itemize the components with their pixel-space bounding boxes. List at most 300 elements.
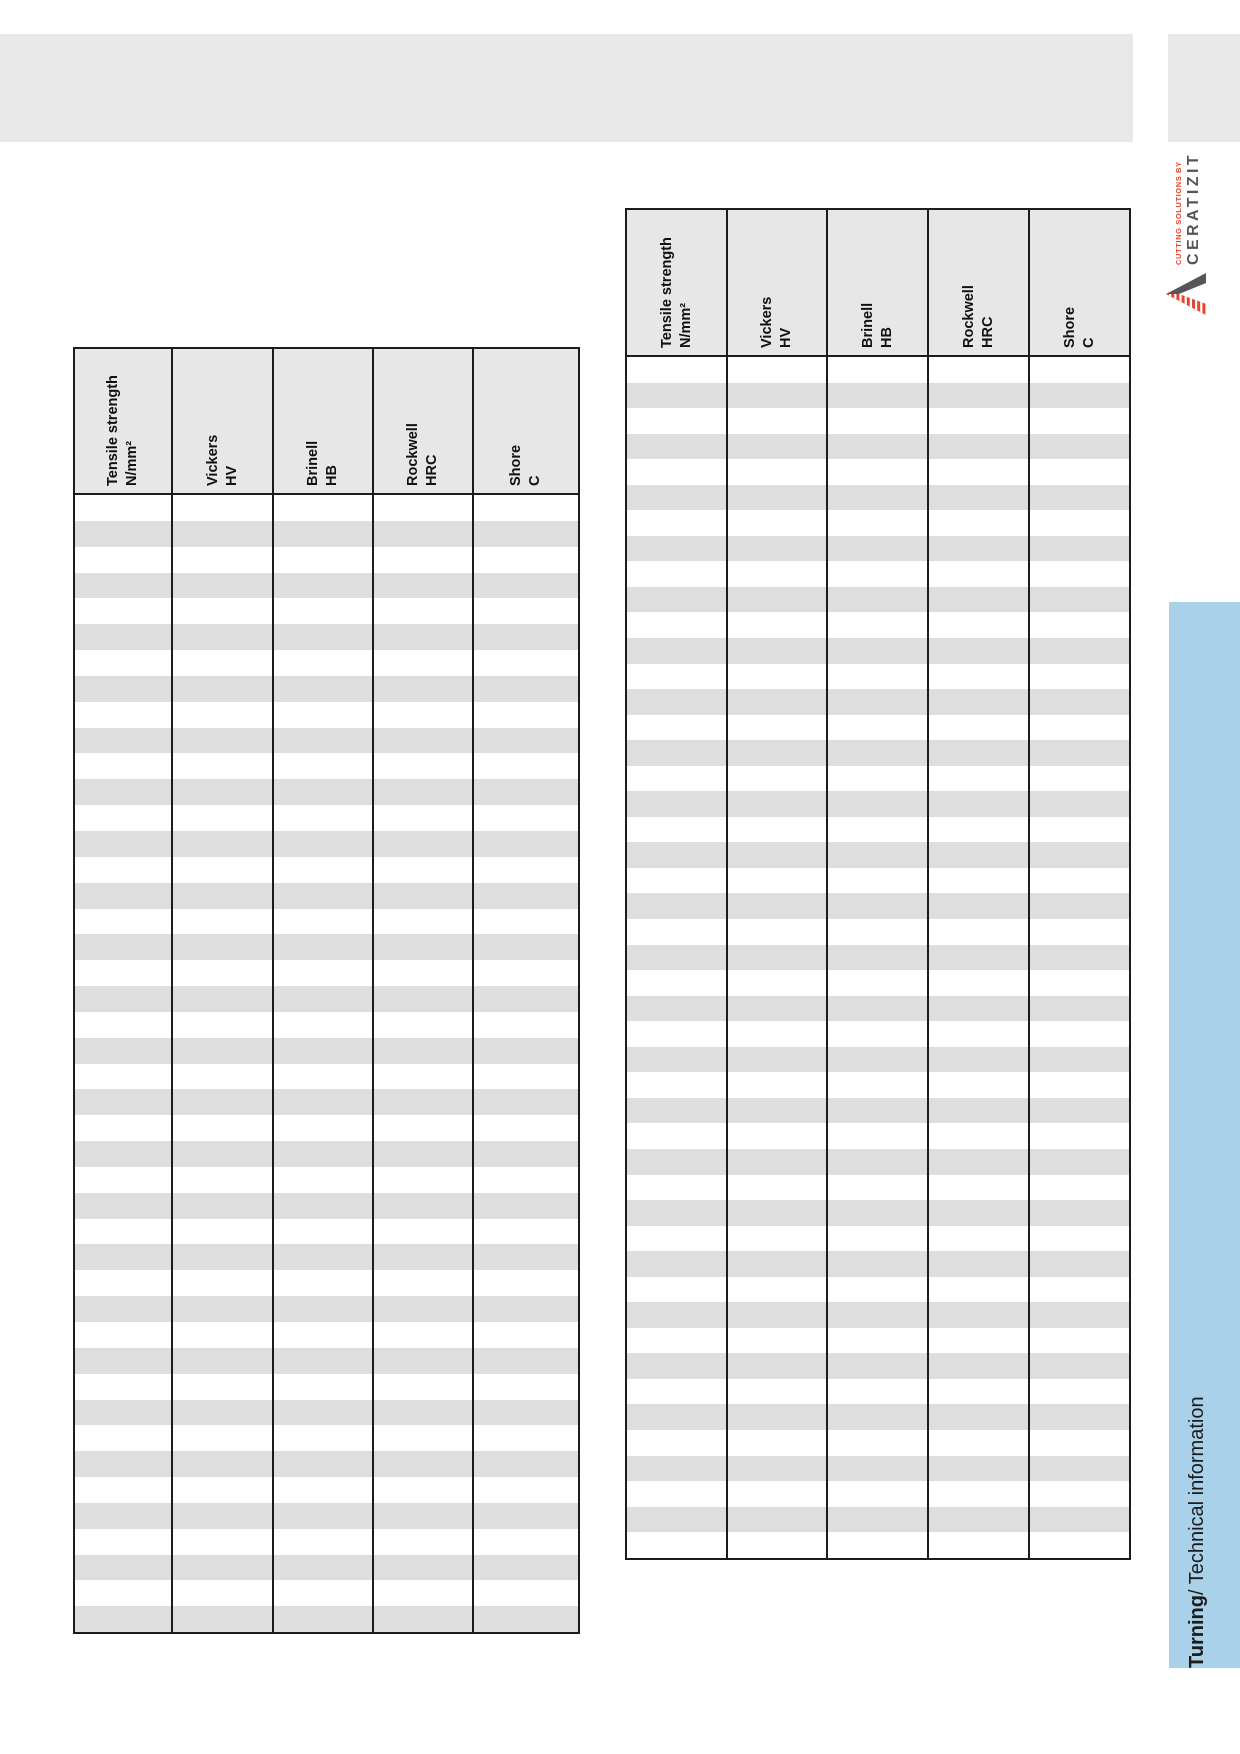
table-row — [627, 919, 1129, 945]
table-header-cell — [726, 210, 826, 355]
table-row — [627, 1379, 1129, 1405]
table-cell — [75, 753, 171, 779]
table-cell — [726, 1456, 826, 1482]
table-cell — [927, 1456, 1028, 1482]
ceratizit-logo — [1160, 140, 1216, 316]
table-cell — [927, 945, 1028, 971]
table-row — [627, 638, 1129, 664]
table-cell — [372, 1115, 472, 1141]
table-header-cell — [1028, 210, 1129, 355]
table-cell — [726, 1328, 826, 1354]
table-cell — [372, 1270, 472, 1296]
table-cell — [75, 883, 171, 909]
table-cell — [627, 1149, 726, 1175]
table-row — [75, 624, 578, 650]
table-row — [627, 1226, 1129, 1252]
table-body — [75, 495, 578, 1632]
table-cell — [472, 857, 578, 883]
table-cell — [372, 986, 472, 1012]
table-cell — [927, 561, 1028, 587]
table-cell — [627, 1328, 726, 1354]
table-row — [627, 1200, 1129, 1226]
table-cell — [472, 1503, 578, 1529]
table-cell — [826, 1047, 927, 1073]
table-cell — [1028, 1226, 1129, 1252]
table-cell — [627, 1456, 726, 1482]
table-cell — [171, 1425, 272, 1451]
table-cell — [726, 357, 826, 383]
table-cell — [927, 689, 1028, 715]
table-cell — [75, 1012, 171, 1038]
table-cell — [272, 1400, 372, 1426]
table-header-label: HV — [778, 327, 794, 348]
table-cell — [75, 1296, 171, 1322]
hardness-conversion-table-right — [625, 208, 1131, 1560]
table-cell — [927, 1353, 1028, 1379]
table-cell — [472, 598, 578, 624]
table-cell — [171, 1270, 272, 1296]
table-cell — [272, 1374, 372, 1400]
table-cell — [927, 1430, 1028, 1456]
table-row — [75, 1451, 578, 1477]
table-cell — [826, 357, 927, 383]
table-cell — [627, 408, 726, 434]
table-cell — [726, 485, 826, 511]
table-cell — [472, 1115, 578, 1141]
table-cell — [627, 383, 726, 409]
table-cell — [1028, 1456, 1129, 1482]
table-row — [627, 536, 1129, 562]
table-cell — [627, 1047, 726, 1073]
table-cell — [1028, 1277, 1129, 1303]
table-row — [627, 1098, 1129, 1124]
table-cell — [272, 650, 372, 676]
table-row — [627, 1353, 1129, 1379]
table-cell — [726, 919, 826, 945]
table-cell — [726, 1200, 826, 1226]
table-row — [627, 1404, 1129, 1430]
table-cell — [726, 1379, 826, 1405]
table-row — [627, 791, 1129, 817]
table-cell — [472, 624, 578, 650]
table-cell — [75, 831, 171, 857]
table-cell — [826, 842, 927, 868]
table-cell — [171, 934, 272, 960]
table-row — [75, 1425, 578, 1451]
table-row — [627, 459, 1129, 485]
table-cell — [726, 817, 826, 843]
table-cell — [171, 676, 272, 702]
table-cell — [75, 1555, 171, 1581]
table-cell — [826, 510, 927, 536]
table-cell — [927, 1277, 1028, 1303]
table-cell — [726, 1532, 826, 1558]
table-row — [627, 1072, 1129, 1098]
table-cell — [726, 1481, 826, 1507]
table-cell — [472, 702, 578, 728]
table-cell — [826, 1353, 927, 1379]
table-cell — [272, 960, 372, 986]
table-cell — [171, 1219, 272, 1245]
table-header-label: HRC — [424, 454, 440, 486]
table-cell — [826, 485, 927, 511]
table-cell — [1028, 1123, 1129, 1149]
top-band — [0, 34, 1133, 142]
table-cell — [826, 459, 927, 485]
table-row — [75, 1270, 578, 1296]
table-row — [75, 1580, 578, 1606]
table-cell — [75, 1580, 171, 1606]
table-cell — [372, 676, 472, 702]
table-cell — [372, 1503, 472, 1529]
table-cell — [1028, 536, 1129, 562]
table-cell — [927, 1226, 1028, 1252]
table-cell — [826, 1072, 927, 1098]
table-cell — [372, 1012, 472, 1038]
table-cell — [472, 1477, 578, 1503]
table-cell — [726, 996, 826, 1022]
table-header-cell — [472, 349, 578, 493]
table-row — [627, 1021, 1129, 1047]
table-row — [75, 1400, 578, 1426]
table-row — [75, 650, 578, 676]
table-cell — [272, 1270, 372, 1296]
table-cell — [472, 934, 578, 960]
table-cell — [726, 1251, 826, 1277]
table-header-cell — [826, 210, 927, 355]
table-cell — [927, 842, 1028, 868]
table-cell — [472, 1425, 578, 1451]
table-cell — [171, 753, 272, 779]
table-cell — [1028, 357, 1129, 383]
table-cell — [171, 1296, 272, 1322]
table-cell — [726, 715, 826, 741]
table-cell — [171, 1115, 272, 1141]
table-cell — [75, 650, 171, 676]
table-cell — [726, 1226, 826, 1252]
table-cell — [927, 1251, 1028, 1277]
table-cell — [627, 868, 726, 894]
table-cell — [726, 383, 826, 409]
table-cell — [171, 986, 272, 1012]
table-row — [627, 1456, 1129, 1482]
table-header-cell — [927, 210, 1028, 355]
table-cell — [627, 766, 726, 792]
table-cell — [726, 638, 826, 664]
table-cell — [272, 1038, 372, 1064]
table-cell — [826, 868, 927, 894]
table-cell — [472, 1555, 578, 1581]
table-cell — [272, 1555, 372, 1581]
table-cell — [272, 883, 372, 909]
table-cell — [372, 779, 472, 805]
table-cell — [171, 650, 272, 676]
table-cell — [826, 715, 927, 741]
table-cell — [472, 1012, 578, 1038]
table-cell — [927, 1123, 1028, 1149]
table-cell — [927, 434, 1028, 460]
table-cell — [826, 1404, 927, 1430]
table-cell — [75, 960, 171, 986]
table-cell — [826, 434, 927, 460]
table-cell — [726, 893, 826, 919]
table-row — [75, 1503, 578, 1529]
table-row — [627, 434, 1129, 460]
table-cell — [927, 383, 1028, 409]
table-cell — [171, 598, 272, 624]
table-cell — [272, 624, 372, 650]
table-cell — [272, 1348, 372, 1374]
table-header-label: Tensile strength — [105, 375, 122, 486]
table-cell — [826, 919, 927, 945]
table-cell — [272, 986, 372, 1012]
table-row — [627, 1251, 1129, 1277]
table-row — [627, 868, 1129, 894]
table-header-label: Vickers — [759, 296, 776, 348]
table-cell — [372, 1348, 472, 1374]
table-cell — [75, 624, 171, 650]
table-cell — [171, 1348, 272, 1374]
table-cell — [826, 612, 927, 638]
table-cell — [1028, 383, 1129, 409]
table-cell — [1028, 868, 1129, 894]
table-cell — [627, 919, 726, 945]
table-cell — [472, 728, 578, 754]
table-cell — [171, 805, 272, 831]
table-row — [627, 715, 1129, 741]
table-cell — [627, 1379, 726, 1405]
table-cell — [272, 1089, 372, 1115]
table-cell — [272, 728, 372, 754]
table-cell — [372, 1451, 472, 1477]
table-cell — [826, 1328, 927, 1354]
table-cell — [927, 612, 1028, 638]
table-cell — [726, 1507, 826, 1533]
table-cell — [927, 1021, 1028, 1047]
table-cell — [826, 1200, 927, 1226]
table-cell — [472, 1348, 578, 1374]
table-cell — [1028, 638, 1129, 664]
table-cell — [171, 1244, 272, 1270]
table-cell — [75, 1477, 171, 1503]
table-row — [627, 1047, 1129, 1073]
table-cell — [927, 1098, 1028, 1124]
table-cell — [627, 1353, 726, 1379]
table-cell — [171, 1580, 272, 1606]
table-cell — [472, 960, 578, 986]
table-cell — [372, 805, 472, 831]
table-cell — [472, 650, 578, 676]
table-cell — [171, 1400, 272, 1426]
table-cell — [472, 1322, 578, 1348]
table-cell — [171, 702, 272, 728]
table-cell — [272, 1141, 372, 1167]
table-cell — [1028, 1098, 1129, 1124]
table-cell — [472, 986, 578, 1012]
table-cell — [1028, 919, 1129, 945]
table-cell — [171, 495, 272, 521]
table-header-row — [75, 349, 578, 495]
table-cell — [627, 1302, 726, 1328]
table-cell — [927, 1379, 1028, 1405]
table-cell — [75, 1425, 171, 1451]
table-cell — [826, 1021, 927, 1047]
table-cell — [372, 1322, 472, 1348]
table-cell — [726, 1404, 826, 1430]
table-row — [75, 1555, 578, 1581]
table-cell — [372, 1219, 472, 1245]
table-cell — [75, 1115, 171, 1141]
table-cell — [927, 715, 1028, 741]
table-cell — [272, 1425, 372, 1451]
table-cell — [272, 779, 372, 805]
table-row — [75, 1374, 578, 1400]
table-cell — [627, 485, 726, 511]
table-cell — [726, 1047, 826, 1073]
table-row — [627, 945, 1129, 971]
table-cell — [372, 934, 472, 960]
table-cell — [726, 1098, 826, 1124]
table-cell — [75, 495, 171, 521]
table-cell — [75, 934, 171, 960]
table-cell — [75, 598, 171, 624]
table-cell — [75, 805, 171, 831]
table-cell — [472, 1580, 578, 1606]
table-row — [75, 909, 578, 935]
table-row — [627, 1302, 1129, 1328]
table-cell — [1028, 1532, 1129, 1558]
table-header-label: N/mm² — [677, 302, 694, 348]
table-cell — [272, 1193, 372, 1219]
table-row — [75, 779, 578, 805]
table-cell — [75, 547, 171, 573]
table-cell — [826, 817, 927, 843]
table-cell — [1028, 1404, 1129, 1430]
table-cell — [372, 1167, 472, 1193]
table-row — [75, 857, 578, 883]
table-cell — [75, 909, 171, 935]
table-cell — [272, 676, 372, 702]
table-cell — [627, 817, 726, 843]
table-cell — [627, 1507, 726, 1533]
table-row — [75, 986, 578, 1012]
table-cell — [826, 945, 927, 971]
table-cell — [171, 547, 272, 573]
table-cell — [272, 857, 372, 883]
table-cell — [627, 612, 726, 638]
table-row — [75, 1296, 578, 1322]
table-row — [75, 521, 578, 547]
table-cell — [1028, 791, 1129, 817]
table-cell — [726, 842, 826, 868]
table-header-label: Brinell — [305, 440, 322, 486]
table-row — [75, 573, 578, 599]
table-cell — [726, 1353, 826, 1379]
table-cell — [75, 1219, 171, 1245]
table-cell — [1028, 1072, 1129, 1098]
table-cell — [75, 1141, 171, 1167]
table-cell — [75, 779, 171, 805]
table-cell — [372, 650, 472, 676]
table-cell — [372, 883, 472, 909]
table-cell — [826, 1532, 927, 1558]
table-body — [627, 357, 1129, 1558]
table-row — [627, 612, 1129, 638]
table-cell — [472, 1193, 578, 1219]
table-row — [627, 842, 1129, 868]
table-header-cell — [75, 349, 171, 493]
table-cell — [927, 1047, 1028, 1073]
table-cell — [1028, 1175, 1129, 1201]
table-row — [75, 1193, 578, 1219]
table-cell — [171, 728, 272, 754]
table-cell — [1028, 817, 1129, 843]
table-cell — [1028, 587, 1129, 613]
table-row — [75, 831, 578, 857]
table-cell — [627, 970, 726, 996]
table-row — [75, 1219, 578, 1245]
table-row — [75, 960, 578, 986]
table-cell — [171, 1451, 272, 1477]
table-header-label: HB — [878, 326, 895, 348]
table-cell — [627, 740, 726, 766]
table-cell — [627, 1277, 726, 1303]
table-cell — [171, 1503, 272, 1529]
table-header-label: Shore — [1061, 306, 1078, 348]
table-cell — [726, 587, 826, 613]
table-cell — [726, 1430, 826, 1456]
table-cell — [826, 1430, 927, 1456]
table-cell — [627, 459, 726, 485]
table-cell — [826, 561, 927, 587]
table-cell — [372, 1244, 472, 1270]
table-row — [627, 1277, 1129, 1303]
table-cell — [171, 960, 272, 986]
table-cell — [171, 1038, 272, 1064]
table-cell — [927, 996, 1028, 1022]
table-cell — [627, 715, 726, 741]
table-cell — [927, 868, 1028, 894]
table-row — [627, 408, 1129, 434]
table-cell — [372, 573, 472, 599]
table-cell — [927, 1481, 1028, 1507]
table-cell — [472, 676, 578, 702]
table-cell — [627, 434, 726, 460]
table-cell — [726, 970, 826, 996]
table-cell — [1028, 1021, 1129, 1047]
table-cell — [272, 1296, 372, 1322]
table-cell — [372, 624, 472, 650]
table-cell — [75, 1089, 171, 1115]
table-row — [75, 495, 578, 521]
table-header-cell — [372, 349, 472, 493]
table-header-label: Vickers — [204, 434, 221, 486]
table-cell — [826, 1507, 927, 1533]
table-cell — [472, 883, 578, 909]
table-header-label: Shore — [508, 444, 525, 486]
table-cell — [1028, 689, 1129, 715]
table-cell — [272, 805, 372, 831]
hardness-conversion-table-left — [73, 347, 580, 1634]
table-cell — [171, 1555, 272, 1581]
table-cell — [171, 779, 272, 805]
table-cell — [1028, 1251, 1129, 1277]
table-cell — [272, 1064, 372, 1090]
table-cell — [472, 1064, 578, 1090]
table-header-row — [627, 210, 1129, 357]
table-cell — [272, 1012, 372, 1038]
table-cell — [1028, 1200, 1129, 1226]
